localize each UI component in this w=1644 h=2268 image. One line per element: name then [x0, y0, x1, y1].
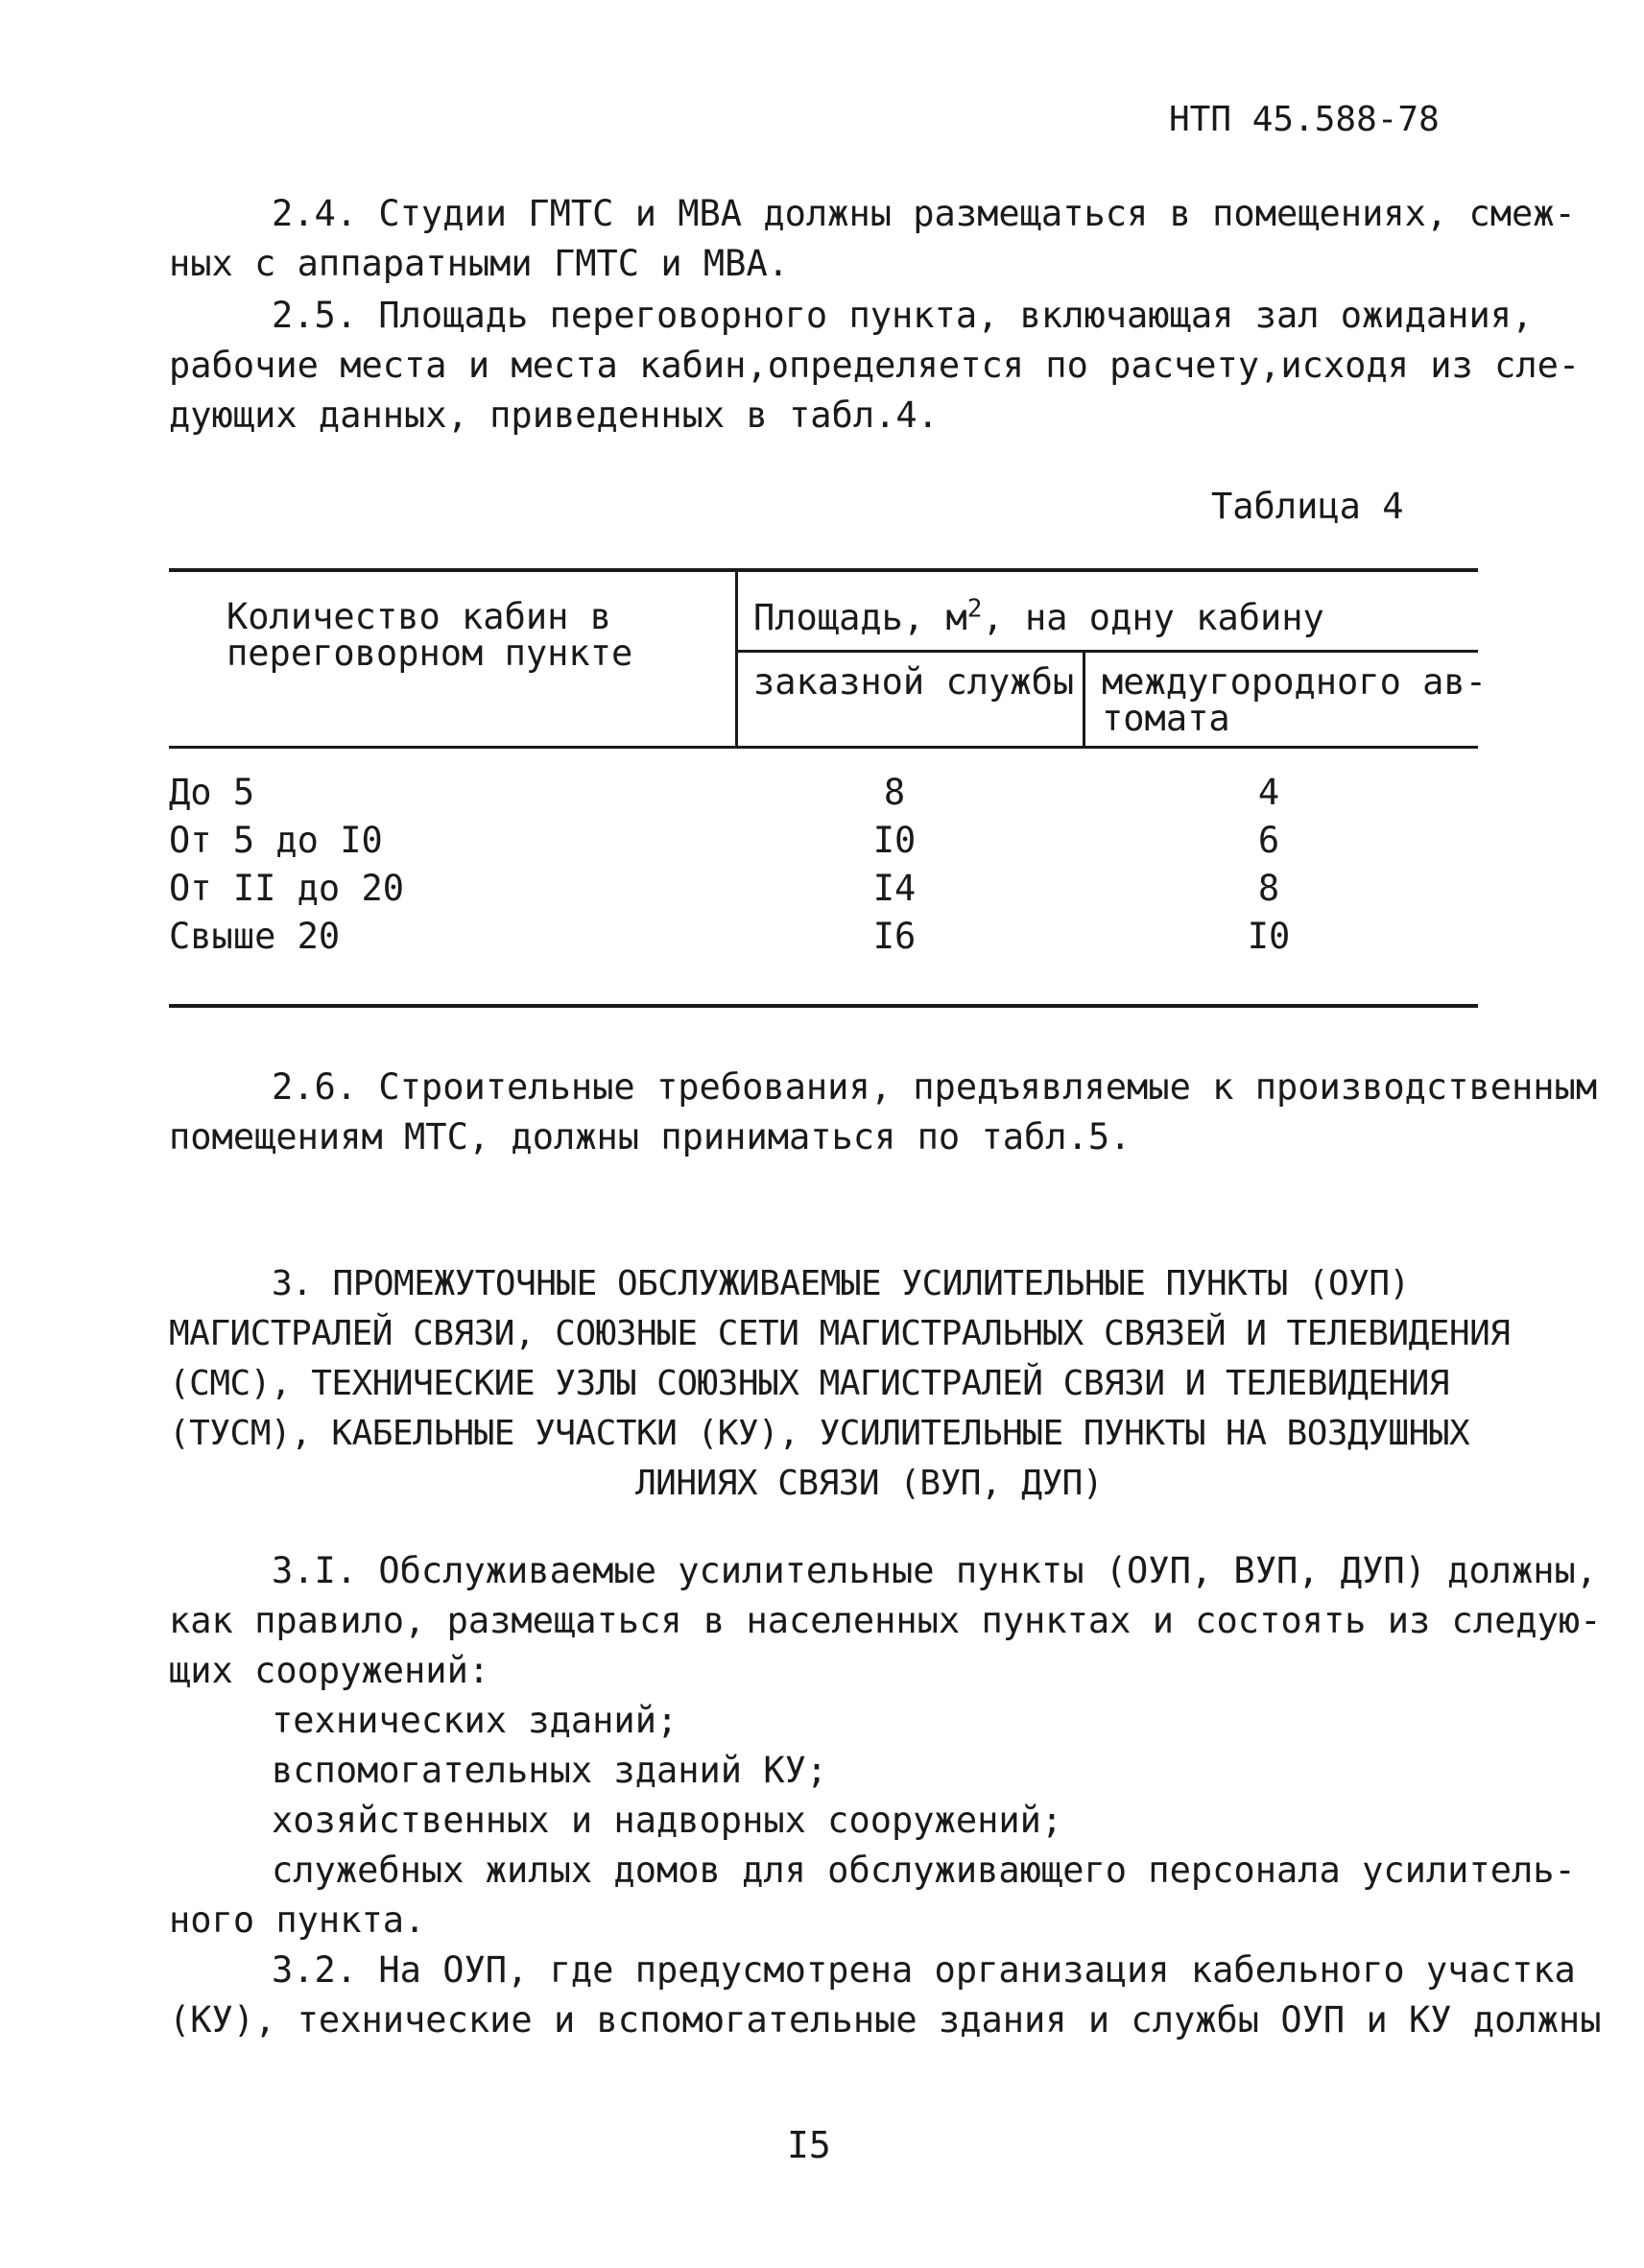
paragraph-2-5-line-2: рабочие места и места кабин,определяется по расчету,исходя из сле-: [169, 345, 1581, 386]
table-header-area-prefix: Площадь, м: [753, 597, 967, 638]
paragraph-2-6-line-2: помещениям МТС, должны приниматься по табл.5.: [169, 1116, 1132, 1158]
section-3-heading-line-1: 3. ПРОМЕЖУТОЧНЫЕ ОБСЛУЖИВАЕМЫЕ УСИЛИТЕЛЬНЫЕ ПУНКТЫ (ОУП): [272, 1264, 1410, 1303]
table-header-area-sup: 2: [966, 594, 983, 624]
table-row-3-auto: 8: [1257, 868, 1280, 909]
table-bottom-rule: [169, 1004, 1478, 1008]
paragraph-3-1-list-item-3: хозяйственных и надворных сооружений;: [272, 1800, 1063, 1841]
table-row-4-order: I6: [872, 916, 917, 957]
table-row-3-order: I4: [872, 868, 917, 909]
section-3-heading-line-3: (СМС), ТЕХНИЧЕСКИЕ УЗЛЫ СОЮЗНЫХ МАГИСТРАЛЕЙ СВЯЗИ И ТЕЛЕВИДЕНИЯ: [169, 1364, 1449, 1403]
table-col2-divider: [1083, 653, 1085, 747]
table-col1-divider: [735, 572, 738, 747]
section-3-heading-line-4: (ТУСМ), КАБЕЛЬНЫЕ УЧАСТКИ (КУ), УСИЛИТЕЛЬНЫЕ ПУНКТЫ НА ВОЗДУШНЫХ: [169, 1414, 1470, 1453]
table-top-rule: [169, 568, 1478, 572]
paragraph-3-1-list-item-4-cont: ного пункта.: [169, 1899, 426, 1941]
table-row-4-auto: I0: [1247, 916, 1291, 957]
paragraph-2-6-line-1: 2.6. Строительные требования, предъявляемые к производственным: [272, 1066, 1598, 1108]
paragraph-3-2-line-1: 3.2. На ОУП, где предусмотрена организация кабельного участка: [272, 1949, 1576, 1991]
table-4-caption: Таблица 4: [1211, 486, 1404, 527]
table-row-1-label: До 5: [169, 772, 255, 813]
paragraph-3-1-list-item-1: технических зданий;: [272, 1700, 679, 1741]
paragraph-3-1-list-item-4: служебных жилых домов для обслуживающего персонала усилитель-: [272, 1850, 1576, 1891]
table-header-cabins: Количество кабин в переговорном пункте: [226, 596, 633, 674]
table-header-order-service: заказной службы: [753, 661, 1075, 703]
paragraph-2-4-line-2: ных с аппаратными ГМТС и МВА.: [169, 243, 790, 284]
page-number: I5: [787, 2124, 831, 2166]
table-group-underline: [738, 650, 1478, 653]
table-header-rule: [169, 746, 1478, 749]
document-code: НТП 45.588-78: [1169, 100, 1440, 139]
table-header-intercity-auto: междугородного ав- томата: [1102, 661, 1487, 739]
paragraph-3-2-line-2: (КУ), технические и вспомогательные здания и службы ОУП и КУ должны: [169, 1999, 1602, 2041]
table-row-1-order: 8: [883, 772, 906, 813]
paragraph-3-1-line-1: 3.I. Обслуживаемые усилительные пункты (ОУП, ВУП, ДУП) должны,: [272, 1550, 1598, 1591]
table-row-2-order: I0: [872, 820, 917, 861]
paragraph-3-1-line-3: щих сооружений:: [169, 1650, 490, 1691]
table-header-area-suffix: , на одну кабину: [982, 597, 1324, 638]
paragraph-2-5-line-3: дующих данных, приведенных в табл.4.: [169, 394, 939, 436]
paragraph-2-5-line-1: 2.5. Площадь переговорного пункта, включающая зал ожидания,: [272, 295, 1534, 336]
paragraph-3-1-line-2: как правило, размещаться в населенных пунктах и состоять из следую-: [169, 1600, 1602, 1641]
table-row-2-label: От 5 до I0: [169, 820, 383, 861]
table-row-1-auto: 4: [1257, 772, 1280, 813]
table-row-3-label: От II до 20: [169, 868, 405, 909]
section-3-heading-line-2: МАГИСТРАЛЕЙ СВЯЗИ, СОЮЗНЫЕ СЕТИ МАГИСТРАЛЬНЫХ СВЯЗЕЙ И ТЕЛЕВИДЕНИЯ: [169, 1314, 1511, 1353]
table-header-area: [753, 594, 1324, 638]
table-row-2-auto: 6: [1257, 820, 1280, 861]
section-3-heading-line-5: ЛИНИЯХ СВЯЗИ (ВУП, ДУП): [635, 1464, 1103, 1503]
table-row-4-label: Свыше 20: [169, 916, 341, 957]
paragraph-3-1-list-item-2: вспомогательных зданий КУ;: [272, 1750, 828, 1791]
paragraph-2-4-line-1: 2.4. Студии ГМТС и МВА должны размещаться в помещениях, смеж-: [272, 193, 1576, 234]
